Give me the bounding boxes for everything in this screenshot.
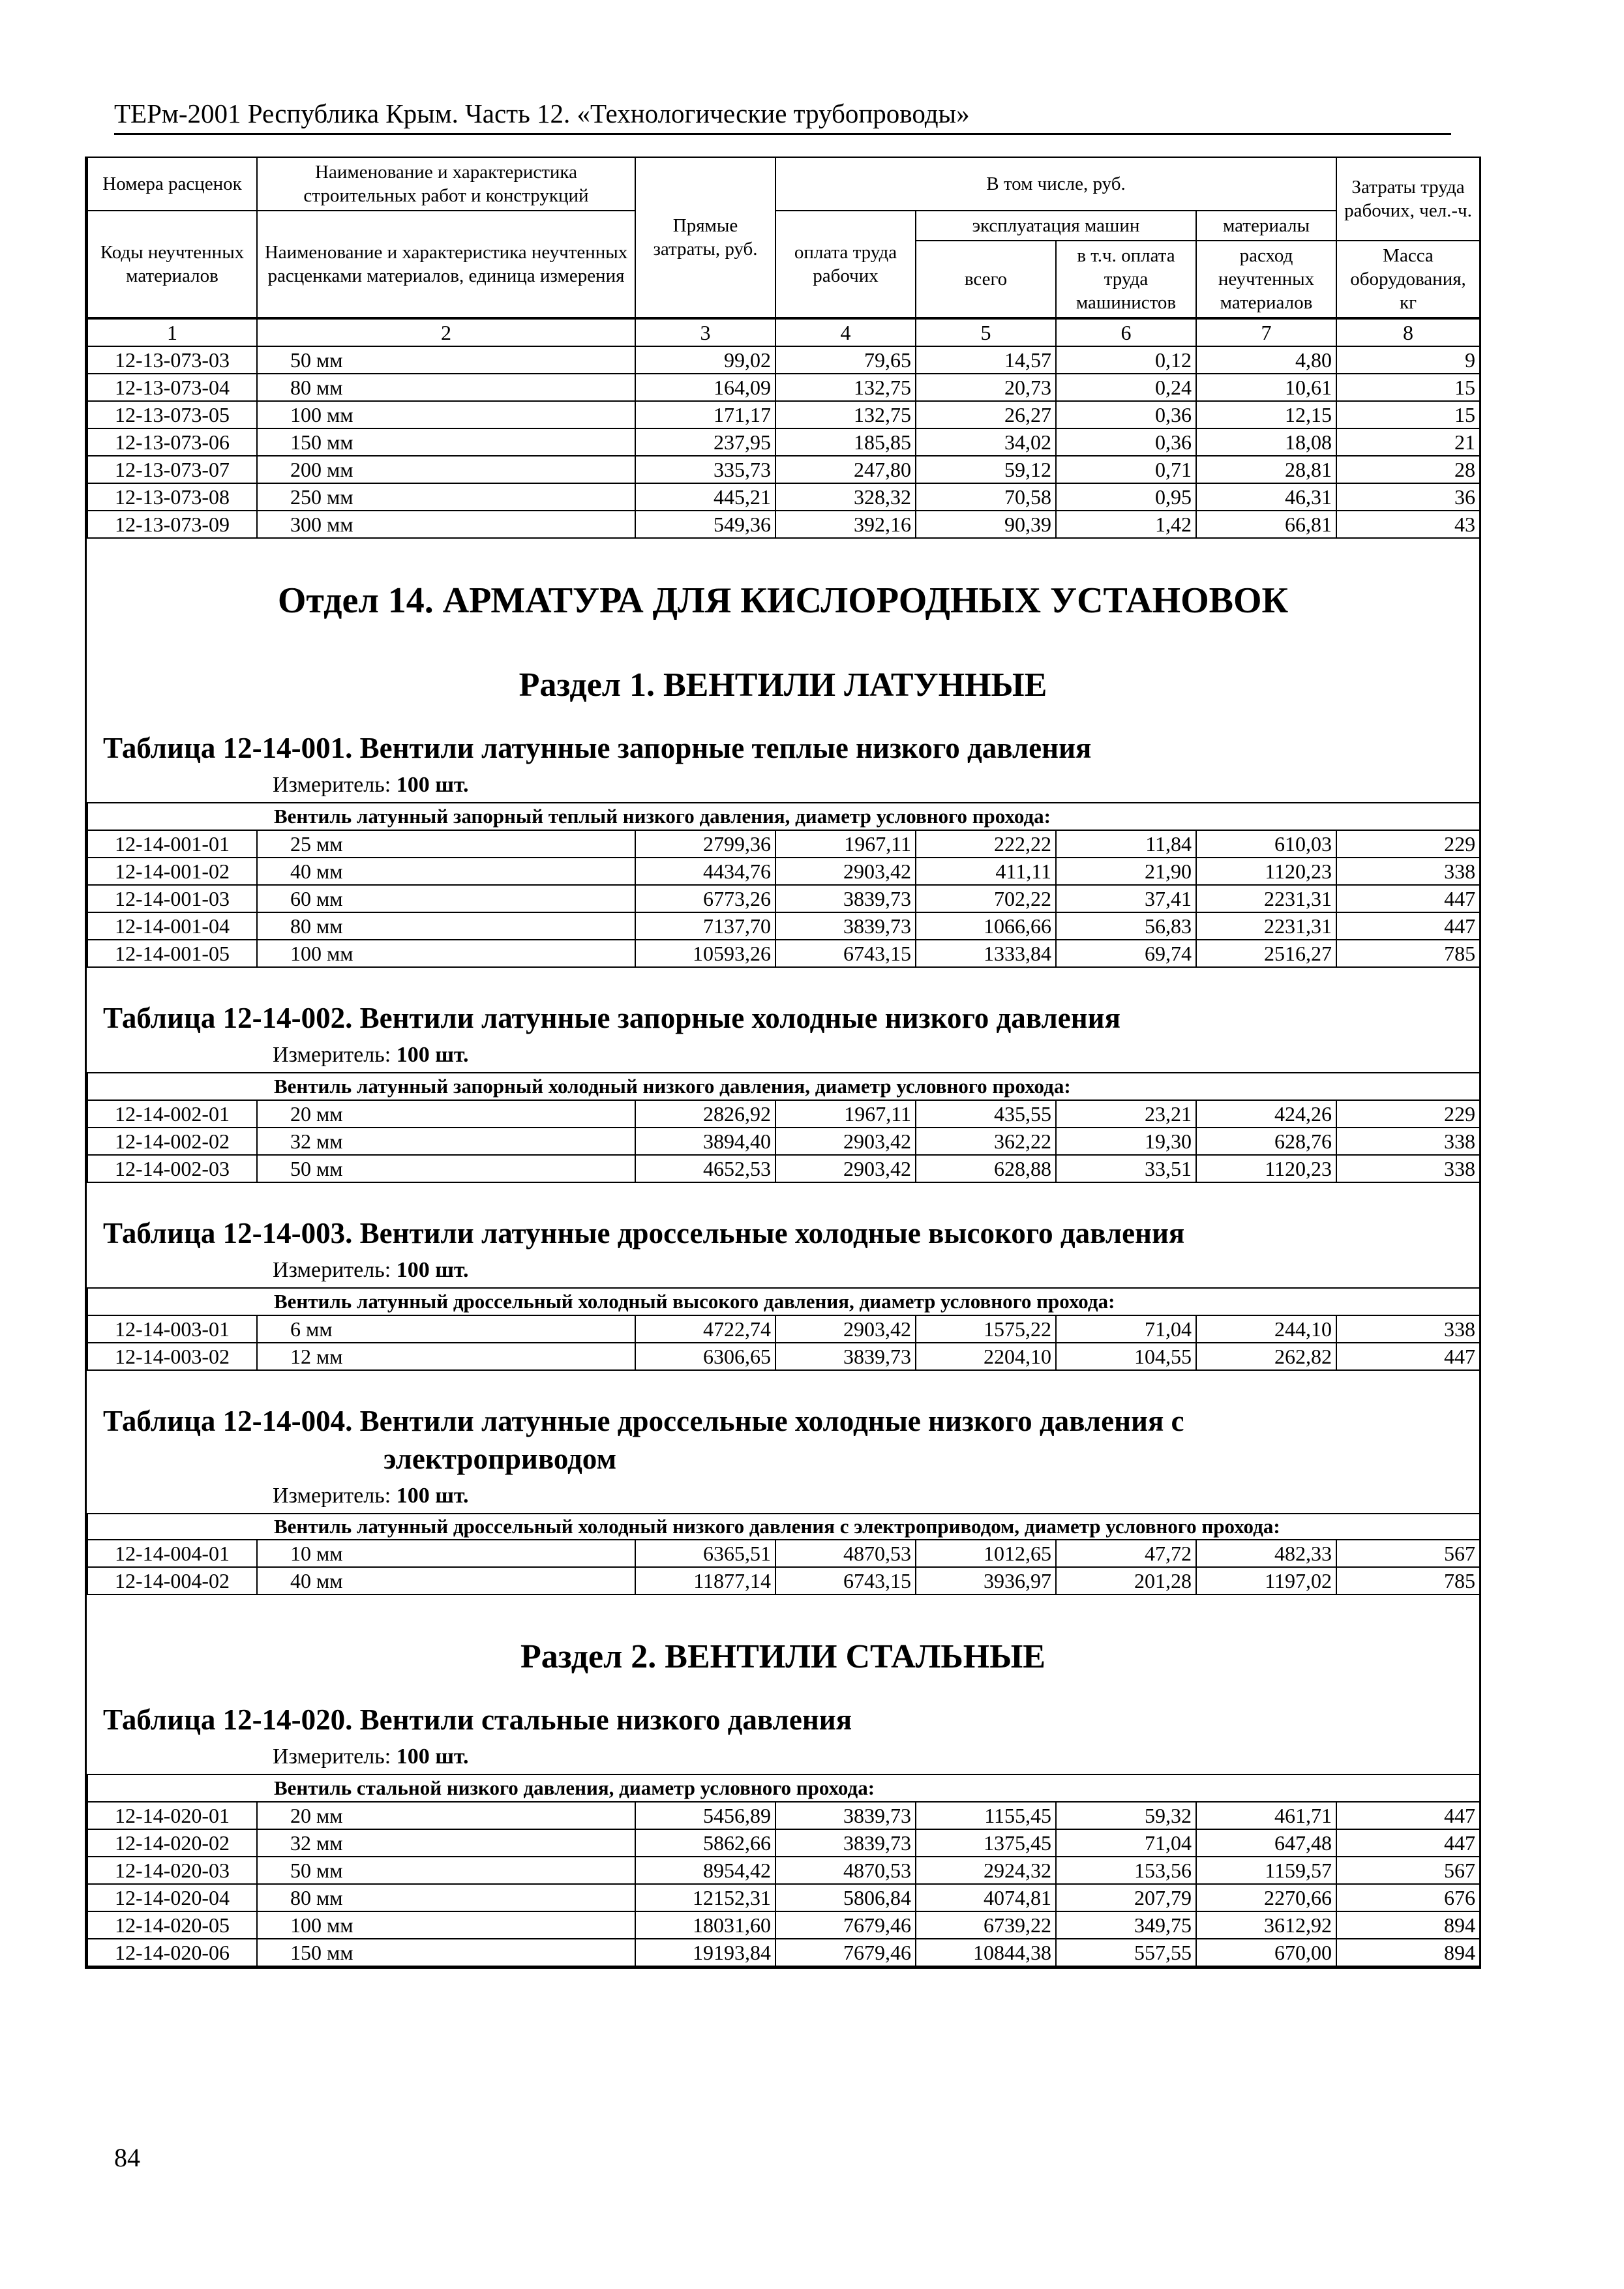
meter-value: 100 шт. (396, 1043, 469, 1067)
labor-cost-cell: 3839,73 (775, 885, 916, 912)
material-cost-cell: 647,48 (1196, 1829, 1336, 1857)
labor-cost-cell: 7679,46 (775, 1939, 916, 1966)
material-cost-cell: 424,26 (1196, 1100, 1336, 1128)
machine-cost-cell: 1066,66 (916, 912, 1056, 940)
machine-cost-cell: 362,22 (916, 1128, 1056, 1155)
labor-hours-cell: 338 (1336, 1155, 1480, 1182)
labor-cost-cell: 3839,73 (775, 1343, 916, 1370)
material-cost-cell: 12,15 (1196, 401, 1336, 428)
meter-value: 100 шт. (396, 1484, 469, 1508)
material-cost-cell: 1197,02 (1196, 1567, 1336, 1594)
rate-code-cell: 12-14-002-02 (87, 1128, 257, 1155)
rate-code-cell: 12-14-003-02 (87, 1343, 257, 1370)
table-004-title-line2: электроприводом (383, 1443, 617, 1475)
table-020-caption: Вентиль стальной низкого давления, диаметр условного прохода: (87, 1774, 1480, 1802)
header-c7: расход неучтенных материалов (1196, 241, 1336, 318)
rate-code-cell: 12-14-020-02 (87, 1829, 257, 1857)
material-cost-cell: 610,03 (1196, 830, 1336, 858)
machine-cost-cell: 59,12 (916, 456, 1056, 483)
direct-cost-cell: 8954,42 (635, 1857, 775, 1884)
column-number-4: 4 (775, 319, 916, 346)
direct-cost-cell: 99,02 (635, 346, 775, 374)
labor-cost-cell: 4870,53 (775, 1857, 916, 1884)
item-name-cell: 80 мм (257, 374, 635, 401)
machine-cost-cell: 1012,65 (916, 1540, 1056, 1567)
table-row (87, 1939, 1480, 1966)
header-c8-bottom: Масса оборудования, кг (1336, 241, 1480, 318)
direct-cost-cell: 11877,14 (635, 1567, 775, 1594)
table-row (87, 456, 1480, 483)
table-row (87, 1857, 1480, 1884)
dept-title: Отдел 14. АРМАТУРА ДЛЯ КИСЛОРОДНЫХ УСТАНОВОК (277, 580, 1289, 621)
machinist-labor-cell: 71,04 (1056, 1829, 1196, 1857)
labor-cost-cell: 132,75 (775, 401, 916, 428)
material-cost-cell: 1159,57 (1196, 1857, 1336, 1884)
labor-cost-cell: 7679,46 (775, 1911, 916, 1939)
machinist-labor-cell: 59,32 (1056, 1802, 1196, 1829)
direct-cost-cell: 18031,60 (635, 1911, 775, 1939)
item-name-cell: 50 мм (257, 346, 635, 374)
labor-cost-cell: 6743,15 (775, 940, 916, 967)
machinist-labor-cell: 23,21 (1056, 1100, 1196, 1128)
item-name-cell: 200 мм (257, 456, 635, 483)
table-020-body (87, 1802, 1480, 1966)
rate-code-cell: 12-14-020-05 (87, 1911, 257, 1939)
labor-hours-cell: 894 (1336, 1939, 1480, 1966)
labor-hours-cell: 36 (1336, 483, 1480, 511)
table-row (87, 1829, 1480, 1857)
rate-code-cell: 12-13-073-03 (87, 346, 257, 374)
header-c8-top: Затраты труда рабочих, чел.-ч. (1336, 157, 1480, 241)
machine-cost-cell: 2204,10 (916, 1343, 1056, 1370)
table-row (87, 940, 1480, 967)
direct-cost-cell: 2799,36 (635, 830, 775, 858)
table-row (87, 374, 1480, 401)
labor-hours-cell: 15 (1336, 401, 1480, 428)
table-row (87, 428, 1480, 456)
table-004-body (87, 1540, 1480, 1594)
table-row (87, 858, 1480, 885)
material-cost-cell: 1120,23 (1196, 1155, 1336, 1182)
labor-hours-cell: 338 (1336, 858, 1480, 885)
machine-cost-cell: 26,27 (916, 401, 1056, 428)
material-cost-cell: 1120,23 (1196, 858, 1336, 885)
table-row (87, 830, 1480, 858)
machinist-labor-cell: 0,12 (1056, 346, 1196, 374)
machine-cost-cell: 6739,22 (916, 1911, 1056, 1939)
rate-code-cell: 12-13-073-08 (87, 483, 257, 511)
column-numbers (87, 319, 1480, 346)
column-number-6: 6 (1056, 319, 1196, 346)
column-number-3: 3 (635, 319, 775, 346)
column-number-7: 7 (1196, 319, 1336, 346)
labor-cost-cell: 3839,73 (775, 1829, 916, 1857)
item-name-cell: 25 мм (257, 830, 635, 858)
labor-cost-cell: 6743,15 (775, 1567, 916, 1594)
table-row (87, 1343, 1480, 1370)
material-cost-cell: 2231,31 (1196, 885, 1336, 912)
item-name-cell: 150 мм (257, 428, 635, 456)
column-number-1: 1 (87, 319, 257, 346)
table-004 (87, 1513, 1481, 1595)
machine-cost-cell: 1375,45 (916, 1829, 1056, 1857)
labor-hours-cell: 21 (1336, 428, 1480, 456)
rate-code-cell: 12-14-001-03 (87, 885, 257, 912)
meter-label: Измеритель: (273, 773, 391, 797)
direct-cost-cell: 335,73 (635, 456, 775, 483)
header-c1-bottom: Коды неучтенных материалов (87, 211, 257, 318)
machine-cost-cell: 628,88 (916, 1155, 1056, 1182)
table-001-title: Таблица 12-14-001. Вентили латунные запорные теплые низкого давления (103, 732, 1092, 764)
item-name-cell: 6 мм (257, 1315, 635, 1343)
labor-cost-cell: 247,80 (775, 456, 916, 483)
table-003-meter (273, 1256, 1479, 1285)
rate-code-cell: 12-14-002-03 (87, 1155, 257, 1182)
table-003 (87, 1287, 1481, 1371)
table-003-body (87, 1315, 1480, 1370)
labor-hours-cell: 338 (1336, 1128, 1480, 1155)
labor-hours-cell: 28 (1336, 456, 1480, 483)
item-name-cell: 100 мм (257, 401, 635, 428)
table-row (87, 1567, 1480, 1594)
rate-code-cell: 12-13-073-07 (87, 456, 257, 483)
table-001-caption: Вентиль латунный запорный теплый низкого давления, диаметр условного прохода: (87, 803, 1480, 830)
item-name-cell: 100 мм (257, 1911, 635, 1939)
labor-hours-cell: 894 (1336, 1911, 1480, 1939)
direct-cost-cell: 10593,26 (635, 940, 775, 967)
header-c1-top: Номера расценок (87, 157, 257, 211)
rate-code-cell: 12-13-073-06 (87, 428, 257, 456)
rate-code-cell: 12-14-004-01 (87, 1540, 257, 1567)
labor-cost-cell: 2903,42 (775, 858, 916, 885)
item-name-cell: 80 мм (257, 912, 635, 940)
direct-cost-cell: 164,09 (635, 374, 775, 401)
labor-cost-cell: 132,75 (775, 374, 916, 401)
labor-cost-cell: 79,65 (775, 346, 916, 374)
machinist-labor-cell: 11,84 (1056, 830, 1196, 858)
labor-hours-cell: 229 (1336, 1100, 1480, 1128)
rate-code-cell: 12-14-020-06 (87, 1939, 257, 1966)
table-row (87, 1128, 1480, 1155)
table-row (87, 1802, 1480, 1829)
rate-code-cell: 12-14-020-01 (87, 1802, 257, 1829)
labor-hours-cell: 447 (1336, 1802, 1480, 1829)
machinist-labor-cell: 69,74 (1056, 940, 1196, 967)
table-004-title (103, 1402, 1479, 1478)
labor-cost-cell: 4870,53 (775, 1540, 916, 1567)
meter-value: 100 шт. (396, 1258, 469, 1282)
rate-code-cell: 12-14-001-02 (87, 858, 257, 885)
machinist-labor-cell: 0,95 (1056, 483, 1196, 511)
direct-cost-cell: 445,21 (635, 483, 775, 511)
table-row (87, 483, 1480, 511)
table-row (87, 1100, 1480, 1128)
labor-hours-cell: 785 (1336, 1567, 1480, 1594)
labor-cost-cell: 2903,42 (775, 1128, 916, 1155)
labor-hours-cell: 447 (1336, 1829, 1480, 1857)
direct-cost-cell: 4722,74 (635, 1315, 775, 1343)
machine-cost-cell: 4074,81 (916, 1884, 1056, 1911)
item-name-cell: 20 мм (257, 1100, 635, 1128)
rate-code-cell: 12-14-003-01 (87, 1315, 257, 1343)
rate-code-cell: 12-13-073-05 (87, 401, 257, 428)
direct-cost-cell: 12152,31 (635, 1884, 775, 1911)
table-003-title: Таблица 12-14-003. Вентили латунные дроссельные холодные высокого давления (103, 1217, 1185, 1249)
labor-cost-cell: 3839,73 (775, 912, 916, 940)
top-rows (87, 346, 1480, 538)
header-c2-top: Наименование и характеристика строительных работ и конструкций (257, 157, 635, 211)
table-002 (87, 1072, 1481, 1183)
table-row (87, 912, 1480, 940)
table-020-title: Таблица 12-14-020. Вентили стальные низкого давления (103, 1703, 852, 1736)
table-002-meter (273, 1041, 1479, 1070)
machine-cost-cell: 435,55 (916, 1100, 1056, 1128)
rate-code-cell: 12-14-001-04 (87, 912, 257, 940)
table-004-caption: Вентиль латунный дроссельный холодный низкого давления с электроприводом, диаметр условного прохода: (87, 1514, 1480, 1540)
material-cost-cell: 244,10 (1196, 1315, 1336, 1343)
item-name-cell: 40 мм (257, 858, 635, 885)
item-name-cell: 32 мм (257, 1128, 635, 1155)
table-004-meter (273, 1482, 1479, 1510)
machine-cost-cell: 14,57 (916, 346, 1056, 374)
page-number: 84 (114, 2143, 140, 2172)
table-020 (87, 1774, 1481, 1967)
labor-cost-cell: 392,16 (775, 511, 916, 538)
direct-cost-cell: 19193,84 (635, 1939, 775, 1966)
machine-cost-cell: 222,22 (916, 830, 1056, 858)
machinist-labor-cell: 19,30 (1056, 1128, 1196, 1155)
header-c2-bottom: Наименование и характеристика неучтенных расценками материалов, единица измерения (257, 211, 635, 318)
machinist-labor-cell: 0,71 (1056, 456, 1196, 483)
labor-hours-cell: 567 (1336, 1540, 1480, 1567)
item-name-cell: 40 мм (257, 1567, 635, 1594)
table-row (87, 885, 1480, 912)
table-004-title-line1: Таблица 12-14-004. Вентили латунные дроссельные холодные низкого давления с (103, 1405, 1184, 1437)
material-cost-cell: 2516,27 (1196, 940, 1336, 967)
table-row (87, 346, 1480, 374)
machinist-labor-cell: 33,51 (1056, 1155, 1196, 1182)
machinist-labor-cell: 47,72 (1056, 1540, 1196, 1567)
item-name-cell: 150 мм (257, 1939, 635, 1966)
header-materials: материалы (1196, 211, 1336, 241)
rate-code-cell: 12-14-020-03 (87, 1857, 257, 1884)
table-020-meter (273, 1743, 1479, 1771)
running-header: ТЕРм-2001 Республика Крым. Часть 12. «Технологические трубопроводы» (114, 98, 1451, 135)
table-row (87, 401, 1480, 428)
material-cost-cell: 10,61 (1196, 374, 1336, 401)
direct-cost-cell: 7137,70 (635, 912, 775, 940)
item-name-cell: 50 мм (257, 1857, 635, 1884)
material-cost-cell: 66,81 (1196, 511, 1336, 538)
labor-cost-cell: 2903,42 (775, 1155, 916, 1182)
machinist-labor-cell: 71,04 (1056, 1315, 1196, 1343)
machine-cost-cell: 2924,32 (916, 1857, 1056, 1884)
machine-cost-cell: 70,58 (916, 483, 1056, 511)
rate-code-cell: 12-14-004-02 (87, 1567, 257, 1594)
header-incl: В том числе, руб. (775, 157, 1336, 211)
item-name-cell: 20 мм (257, 1802, 635, 1829)
material-cost-cell: 262,82 (1196, 1343, 1336, 1370)
header-c3: Прямые затраты, руб. (635, 157, 775, 318)
direct-cost-cell: 3894,40 (635, 1128, 775, 1155)
direct-cost-cell: 171,17 (635, 401, 775, 428)
machinist-labor-cell: 349,75 (1056, 1911, 1196, 1939)
table-002-caption: Вентиль латунный запорный холодный низкого давления, диаметр условного прохода: (87, 1073, 1480, 1100)
page-frame (85, 157, 1481, 1969)
labor-hours-cell: 785 (1336, 940, 1480, 967)
table-002-body (87, 1100, 1480, 1182)
material-cost-cell: 18,08 (1196, 428, 1336, 456)
labor-hours-cell: 447 (1336, 1343, 1480, 1370)
machine-cost-cell: 702,22 (916, 885, 1056, 912)
table-row (87, 1540, 1480, 1567)
item-name-cell: 100 мм (257, 940, 635, 967)
direct-cost-cell: 6306,65 (635, 1343, 775, 1370)
labor-hours-cell: 447 (1336, 885, 1480, 912)
direct-cost-cell: 6773,26 (635, 885, 775, 912)
meter-value: 100 шт. (396, 773, 469, 797)
machinist-labor-cell: 37,41 (1056, 885, 1196, 912)
part1-title: Раздел 1. ВЕНТИЛИ ЛАТУННЫЕ (519, 666, 1047, 704)
rate-code-cell: 12-13-073-04 (87, 374, 257, 401)
rate-code-cell: 12-14-001-01 (87, 830, 257, 858)
header-machines: эксплуатация машин (916, 211, 1196, 241)
table-001 (87, 802, 1481, 968)
material-cost-cell: 461,71 (1196, 1802, 1336, 1829)
machinist-labor-cell: 201,28 (1056, 1567, 1196, 1594)
labor-cost-cell: 2903,42 (775, 1315, 916, 1343)
material-cost-cell: 2231,31 (1196, 912, 1336, 940)
rate-code-cell: 12-13-073-09 (87, 511, 257, 538)
top-price-table (87, 318, 1481, 539)
column-number-5: 5 (916, 319, 1056, 346)
labor-hours-cell: 43 (1336, 511, 1480, 538)
labor-hours-cell: 9 (1336, 346, 1480, 374)
item-name-cell: 300 мм (257, 511, 635, 538)
machine-cost-cell: 1575,22 (916, 1315, 1056, 1343)
machine-cost-cell: 1333,84 (916, 940, 1056, 967)
table-001-meter (273, 771, 1479, 800)
machinist-labor-cell: 207,79 (1056, 1884, 1196, 1911)
header-c5: всего (916, 241, 1056, 318)
column-numbers-row (87, 319, 1480, 346)
item-name-cell: 80 мм (257, 1884, 635, 1911)
machinist-labor-cell: 0,24 (1056, 374, 1196, 401)
item-name-cell: 50 мм (257, 1155, 635, 1182)
machinist-labor-cell: 153,56 (1056, 1857, 1196, 1884)
material-cost-cell: 4,80 (1196, 346, 1336, 374)
direct-cost-cell: 2826,92 (635, 1100, 775, 1128)
rate-code-cell: 12-14-002-01 (87, 1100, 257, 1128)
material-cost-cell: 46,31 (1196, 483, 1336, 511)
labor-hours-cell: 676 (1336, 1884, 1480, 1911)
machine-cost-cell: 411,11 (916, 858, 1056, 885)
labor-cost-cell: 5806,84 (775, 1884, 916, 1911)
direct-cost-cell: 237,95 (635, 428, 775, 456)
labor-cost-cell: 185,85 (775, 428, 916, 456)
table-row (87, 1911, 1480, 1939)
meter-label: Измеритель: (273, 1484, 391, 1508)
table-001-body (87, 830, 1480, 967)
table-002-title: Таблица 12-14-002. Вентили латунные запорные холодные низкого давления (103, 1002, 1120, 1034)
meter-label: Измеритель: (273, 1744, 391, 1769)
table-row (87, 1155, 1480, 1182)
item-name-cell: 32 мм (257, 1829, 635, 1857)
machinist-labor-cell: 0,36 (1056, 428, 1196, 456)
direct-cost-cell: 6365,51 (635, 1540, 775, 1567)
labor-hours-cell: 229 (1336, 830, 1480, 858)
machine-cost-cell: 20,73 (916, 374, 1056, 401)
labor-cost-cell: 3839,73 (775, 1802, 916, 1829)
direct-cost-cell: 5862,66 (635, 1829, 775, 1857)
table-row (87, 511, 1480, 538)
direct-cost-cell: 4434,76 (635, 858, 775, 885)
meter-label: Измеритель: (273, 1043, 391, 1067)
table-003-caption: Вентиль латунный дроссельный холодный высокого давления, диаметр условного прохода: (87, 1288, 1480, 1315)
labor-cost-cell: 328,32 (775, 483, 916, 511)
rate-code-cell: 12-14-020-04 (87, 1884, 257, 1911)
direct-cost-cell: 549,36 (635, 511, 775, 538)
item-name-cell: 60 мм (257, 885, 635, 912)
machinist-labor-cell: 0,36 (1056, 401, 1196, 428)
material-cost-cell: 3612,92 (1196, 1911, 1336, 1939)
labor-cost-cell: 1967,11 (775, 830, 916, 858)
labor-cost-cell: 1967,11 (775, 1100, 916, 1128)
machinist-labor-cell: 557,55 (1056, 1939, 1196, 1966)
machinist-labor-cell: 1,42 (1056, 511, 1196, 538)
header-c6: в т.ч. оплата труда машинистов (1056, 241, 1196, 318)
labor-hours-cell: 447 (1336, 912, 1480, 940)
header-c4: оплата труда рабочих (775, 211, 916, 318)
table-row (87, 1884, 1480, 1911)
material-cost-cell: 482,33 (1196, 1540, 1336, 1567)
machine-cost-cell: 34,02 (916, 428, 1056, 456)
machinist-labor-cell: 104,55 (1056, 1343, 1196, 1370)
material-cost-cell: 28,81 (1196, 456, 1336, 483)
meter-value: 100 шт. (396, 1744, 469, 1769)
column-number-2: 2 (257, 319, 635, 346)
labor-hours-cell: 338 (1336, 1315, 1480, 1343)
direct-cost-cell: 5456,89 (635, 1802, 775, 1829)
machine-cost-cell: 90,39 (916, 511, 1056, 538)
machine-cost-cell: 1155,45 (916, 1802, 1056, 1829)
column-header-table (87, 157, 1481, 318)
labor-hours-cell: 15 (1336, 374, 1480, 401)
meter-label: Измеритель: (273, 1258, 391, 1282)
direct-cost-cell: 4652,53 (635, 1155, 775, 1182)
material-cost-cell: 628,76 (1196, 1128, 1336, 1155)
machine-cost-cell: 3936,97 (916, 1567, 1056, 1594)
machinist-labor-cell: 21,90 (1056, 858, 1196, 885)
part2-title: Раздел 2. ВЕНТИЛИ СТАЛЬНЫЕ (520, 1638, 1045, 1675)
machine-cost-cell: 10844,38 (916, 1939, 1056, 1966)
machinist-labor-cell: 56,83 (1056, 912, 1196, 940)
material-cost-cell: 2270,66 (1196, 1884, 1336, 1911)
table-row (87, 1315, 1480, 1343)
labor-hours-cell: 567 (1336, 1857, 1480, 1884)
item-name-cell: 12 мм (257, 1343, 635, 1370)
material-cost-cell: 670,00 (1196, 1939, 1336, 1966)
item-name-cell: 10 мм (257, 1540, 635, 1567)
rate-code-cell: 12-14-001-05 (87, 940, 257, 967)
item-name-cell: 250 мм (257, 483, 635, 511)
column-number-8: 8 (1336, 319, 1480, 346)
